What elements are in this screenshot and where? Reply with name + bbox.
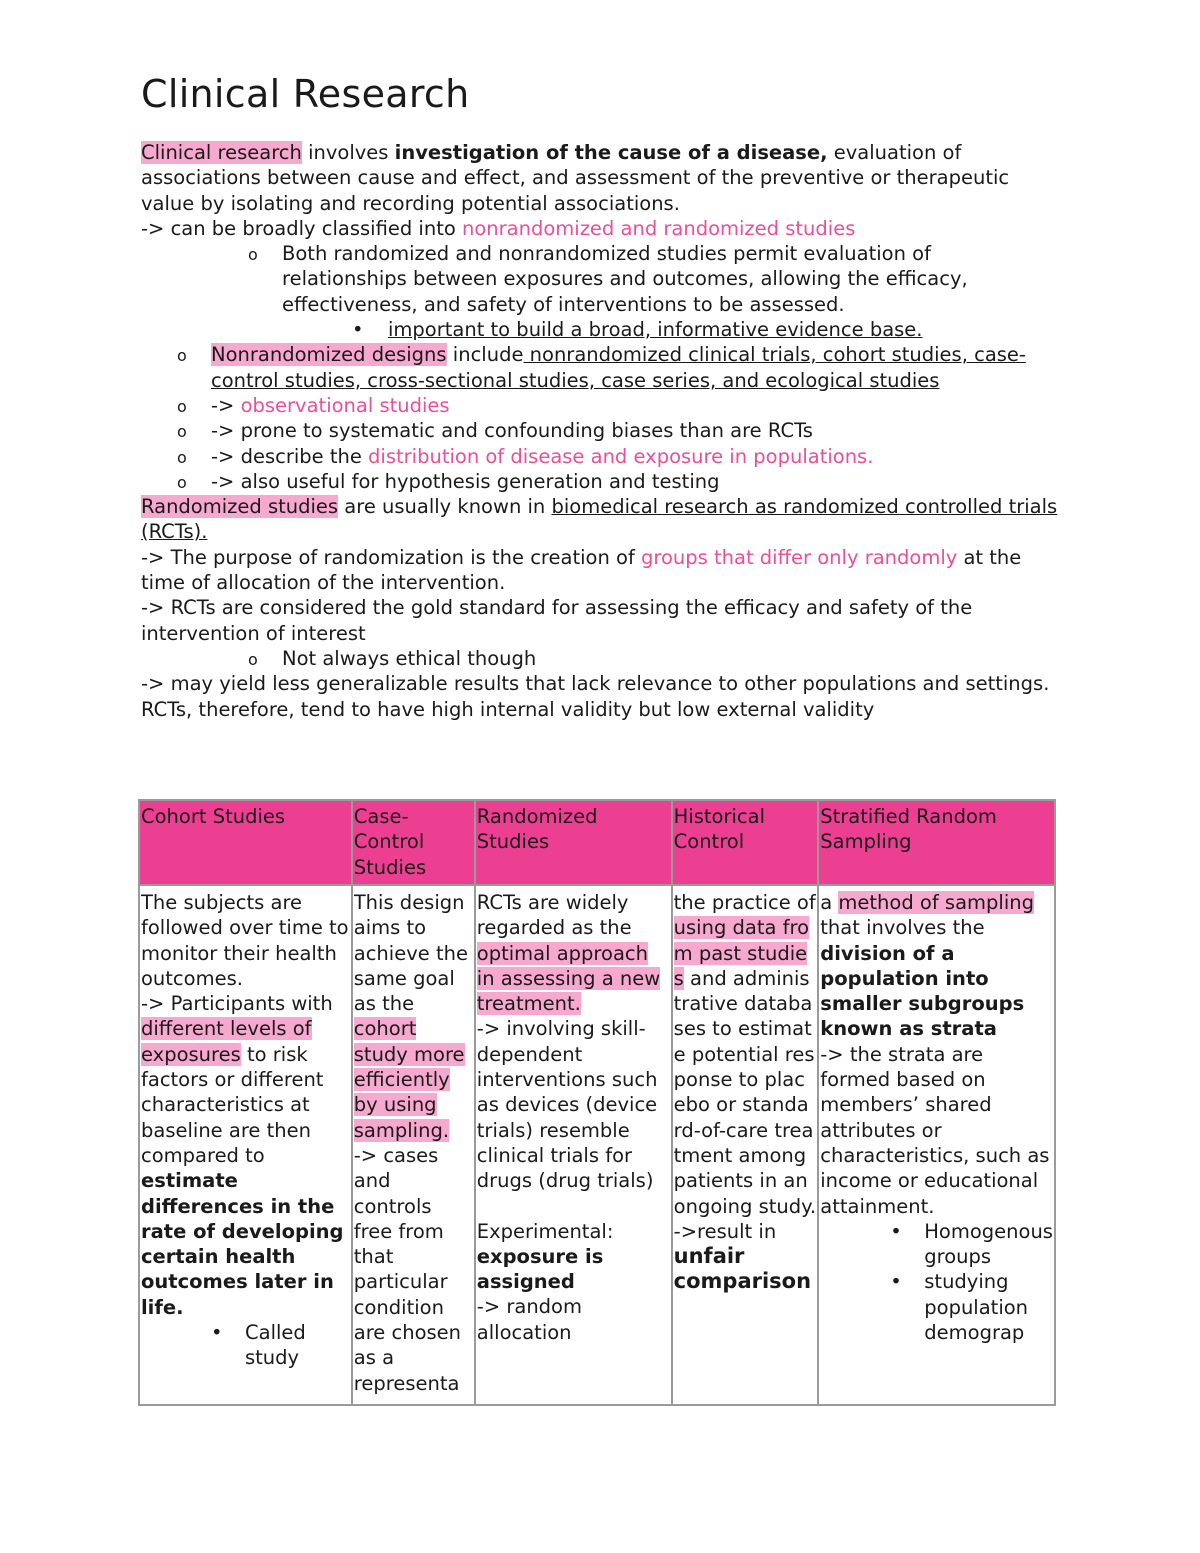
list-item: o Both randomized and nonrandomized studies permit evaluation of relationships between exposures and outcomes, allowing the efficacy, effectiveness, and safety of interventions to be assessed.	[141, 241, 1061, 317]
purpose-paragraph: -> The purpose of randomization is the creation of groups that differ only randomly at the time of allocation of the intervention.	[141, 545, 1022, 595]
header-cell: Stratified Random Sampling	[818, 800, 1055, 885]
page-title: Clinical Research	[141, 72, 470, 116]
header-cell: Case-Control Studies	[352, 800, 475, 885]
list-item: o -> observational studies	[141, 393, 1061, 418]
classified-line: -> can be broadly classified into nonrandomized and randomized studies	[141, 216, 856, 240]
intro-paragraph: Clinical research involves investigation of the cause of a disease, evaluation of associations between cause and effect, and assessment of the preventive or therapeutic value by isolating and recording potential associations.	[141, 141, 1010, 215]
list-item: o -> describe the distribution of disease and exposure in populations.	[141, 444, 1061, 469]
case-control-cell: This design aims to achieve the same goal as the cohort study more efficiently by using sampling. -> cases and controls free from that particular condition are chosen as a representa	[352, 885, 475, 1405]
document-body	[141, 140, 1061, 722]
header-cell: Randomized Studies	[475, 800, 672, 885]
term-randomized: Randomized studies	[141, 495, 339, 519]
gold-paragraph: -> RCTs are considered the gold standard for assessing the efficacy and safety of the intervention of interest	[141, 596, 973, 645]
list-item: • Homogenous groups	[820, 1219, 1053, 1270]
comparison-table	[138, 799, 1056, 1406]
term-nonrandomized: Nonrandomized designs	[211, 343, 447, 367]
table-header-row	[139, 800, 1055, 885]
header-cell: Cohort Studies	[139, 800, 352, 885]
cohort-cell: The subjects are followed over time to monitor their health outcomes. -> Participants with different levels of exposures to risk factors or different characteristics at baseline are then compared to estimate differences in the rate of developing certain health outcomes later in life. • Called study	[139, 885, 352, 1405]
header-cell: Historical Control	[672, 800, 819, 885]
pink-phrase: nonrandomized and randomized studies	[462, 216, 856, 240]
term-clinical-research: Clinical research	[141, 141, 302, 164]
list-item: o -> prone to systematic and confounding biases than are RCTs	[141, 418, 1061, 443]
list-item: • Called study	[141, 1320, 350, 1371]
list-item: o Not always ethical though	[141, 646, 1061, 671]
randomized-cell: RCTs are widely regarded as the optimal approach in assessing a new treatment. -> involving skill-dependent interventions such as devices (device trials) resemble clinical trials for drugs (drug trials) Experimental: exposure is assigned -> random allocation	[475, 885, 672, 1405]
list-item: • important to build a broad, informative evidence base.	[141, 317, 1061, 342]
bold-phrase: investigation of the cause of a disease,	[394, 141, 828, 164]
historical-cell: the practice of using data from past studies and administrative databases to estimate potential response to placebo or standard-of-care treatment among patients in an ongoing study. ->result in unfair comparison	[672, 885, 819, 1405]
list-item: • studying population demograp	[820, 1269, 1053, 1345]
randomized-paragraph: Randomized studies are usually known in biomedical research as randomized controlled trials (RCTs).	[141, 495, 1058, 544]
stratified-cell: a method of sampling that involves the division of a population into smaller subgroups known as strata -> the strata are formed based on members’ shared attributes or characteristics, such as income or educational attainment. • Homogenous groups • studying population demograp	[818, 885, 1055, 1405]
list-item: o Nonrandomized designs include nonrandomized clinical trials, cohort studies, case-control studies, cross-sectional studies, case series, and ecological studies	[141, 342, 1061, 393]
table-row	[139, 885, 1055, 1405]
generalizable-paragraph: -> may yield less generalizable results that lack relevance to other populations and settings. RCTs, therefore, tend to have high internal validity but low external validity	[141, 672, 1050, 721]
list-item: o -> also useful for hypothesis generation and testing	[141, 469, 1061, 494]
